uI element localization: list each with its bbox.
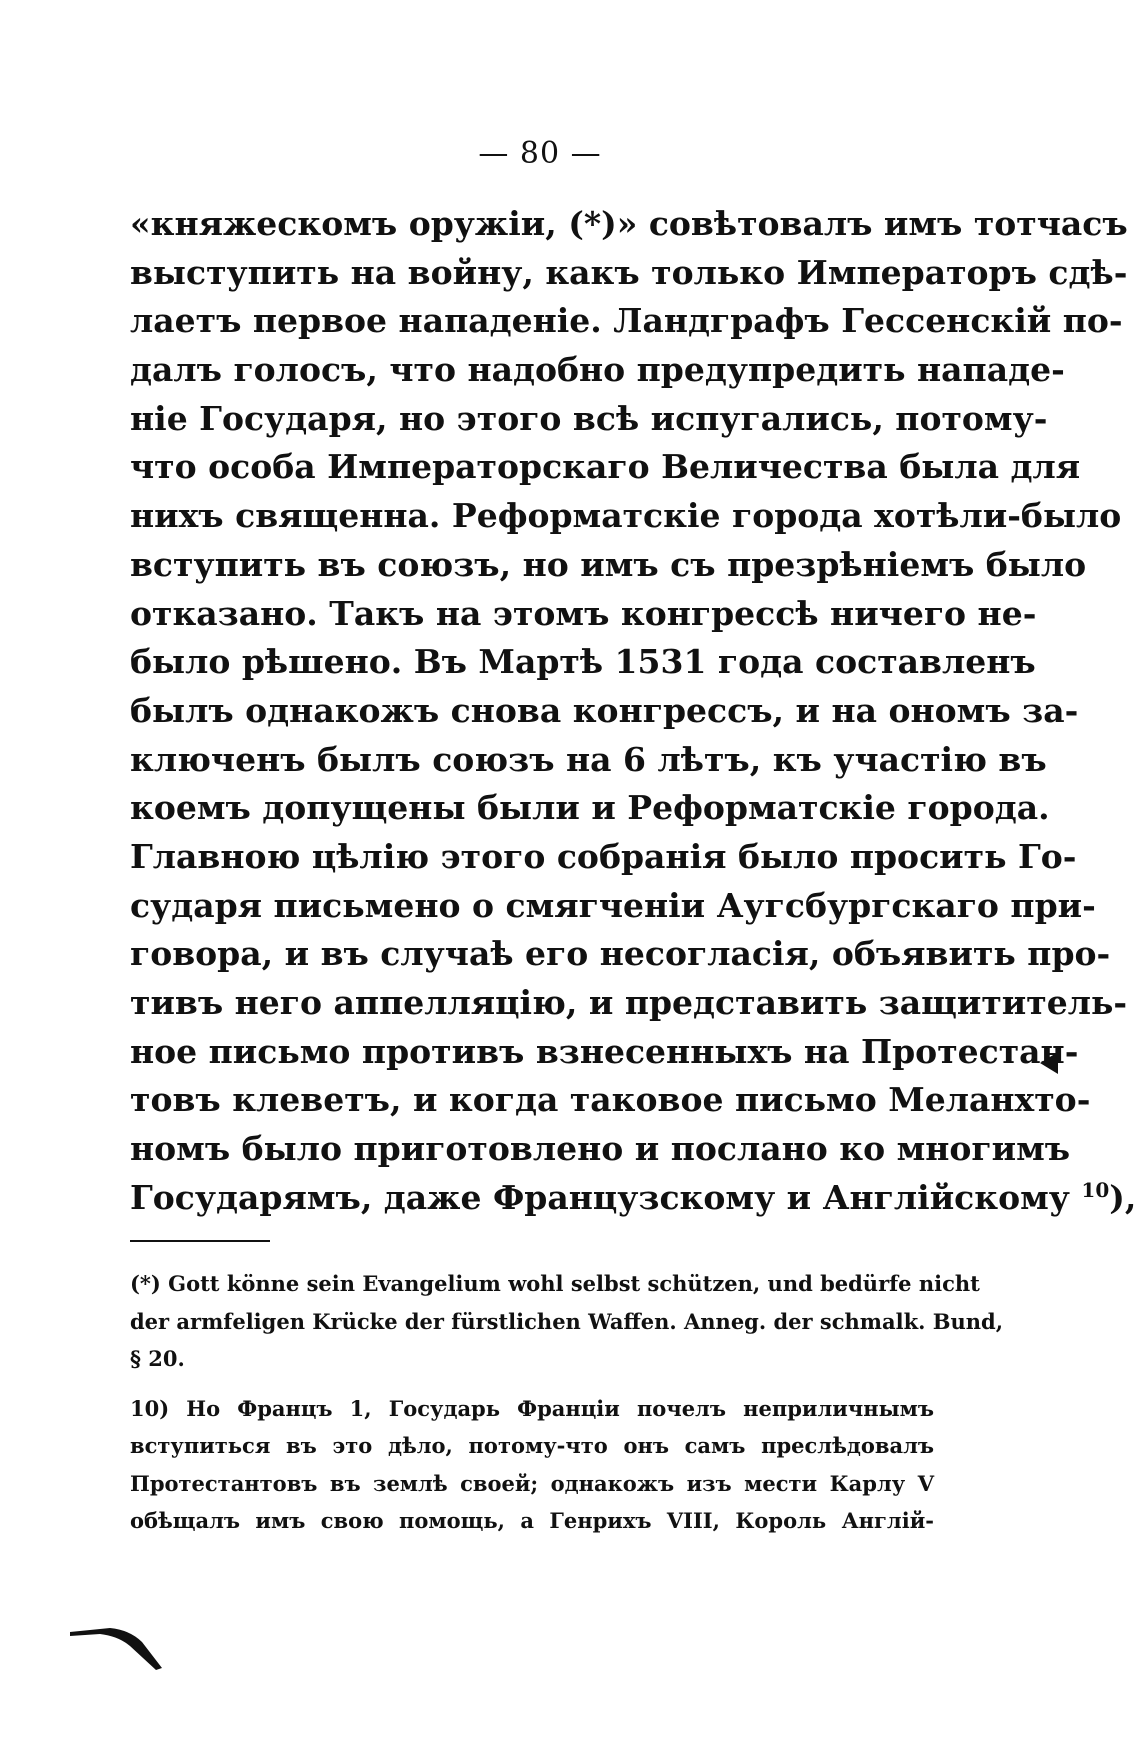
text-line: тивъ него аппелляцію, и представить защититель- bbox=[130, 983, 1128, 1022]
text-line-last-main: Государямъ, даже Французскому и Англійскому bbox=[130, 1177, 1070, 1217]
text-line: былъ однакожъ снова конгрессъ, и на ономъ за- bbox=[130, 690, 1079, 730]
text-line: ніе Государя, но этого всѣ испугались, потому- bbox=[130, 398, 1048, 438]
text-line: вступить въ союзъ, но имъ съ презрѣніемъ было bbox=[130, 544, 1087, 584]
text-line: ключенъ былъ союзъ на 6 лѣтъ, къ участію въ bbox=[130, 739, 1047, 779]
text-line: нихъ священна. Реформатскіе города хотѣли-было bbox=[130, 496, 1122, 536]
text-line: выступить на войну, какъ только Императоръ сдѣ- bbox=[130, 252, 1128, 292]
text-line: Главною цѣлію этого собранія было просить Го- bbox=[130, 836, 1077, 876]
page-number: — 80 — bbox=[478, 136, 602, 171]
text-line: отказано. Такъ на этомъ конгрессѣ ничего не- bbox=[130, 593, 1037, 633]
text-line: что особа Императорскаго Величества была для bbox=[130, 447, 1081, 487]
ink-stroke-icon bbox=[70, 1624, 170, 1674]
text-line: говора, и въ случаѣ его несогласія, объявить про- bbox=[130, 934, 1111, 974]
text-line: было рѣшено. Въ Мартѣ 1531 года составленъ bbox=[130, 642, 1036, 682]
footnote-10-line: Протестантовъ въ землѣ своей; однакожъ изъ мести Карлу V bbox=[130, 1470, 934, 1496]
footnotes bbox=[130, 1265, 1004, 1540]
text-line: далъ голосъ, что надобно предупредить нападе- bbox=[130, 350, 1065, 390]
footnote-star-line: (*) Gott könne sein Evangelium wohl selbst schützen, und bedürfe nicht bbox=[130, 1271, 980, 1296]
footnote-10-line: вступиться въ это дѣло, потому-что онъ самъ преслѣдовалъ bbox=[130, 1433, 934, 1458]
footnote-star-line: der armfeligen Krücke der fürstlichen Waffen. Anneg. der schmalk. Bund, bbox=[130, 1308, 1004, 1334]
text-line: товъ клеветъ, и когда таковое письмо Меланхто- bbox=[130, 1080, 1091, 1120]
text-line: сударя письмено о смягченіи Аугсбургскаго при- bbox=[130, 885, 1096, 925]
text-line: ное письмо противъ взнесенныхъ на Протестан- bbox=[130, 1031, 1079, 1071]
footnote-star-line: § 20. bbox=[130, 1346, 185, 1371]
text-line-last-suffix: ), bbox=[1109, 1177, 1137, 1217]
text-line: коемъ допущены были и Реформатскіе города. bbox=[130, 788, 1050, 828]
footnote-10-line: обѣщалъ имъ свою помощь, а Генрихъ VIII, Король Англій- bbox=[130, 1508, 934, 1533]
text-line: «княжескомъ оружіи, (*)» совѣтовалъ имъ тотчасъ bbox=[130, 204, 1128, 243]
footnote-10-line: 10) Но Францъ 1, Государь Франціи почелъ неприличнымъ bbox=[130, 1395, 934, 1421]
text-line: номъ было приготовлено и послано ко многимъ bbox=[130, 1129, 1071, 1169]
body-text bbox=[130, 200, 1137, 1222]
text-line-last bbox=[130, 1174, 1137, 1223]
footnote-spacer bbox=[130, 1378, 934, 1390]
margin-arrow-icon bbox=[1040, 1052, 1058, 1074]
text-line: лаетъ первое нападеніе. Ландграфъ Гессенскій по- bbox=[130, 301, 1123, 341]
footnote-divider bbox=[130, 1240, 270, 1242]
footnote-reference: 10 bbox=[1081, 1177, 1110, 1202]
